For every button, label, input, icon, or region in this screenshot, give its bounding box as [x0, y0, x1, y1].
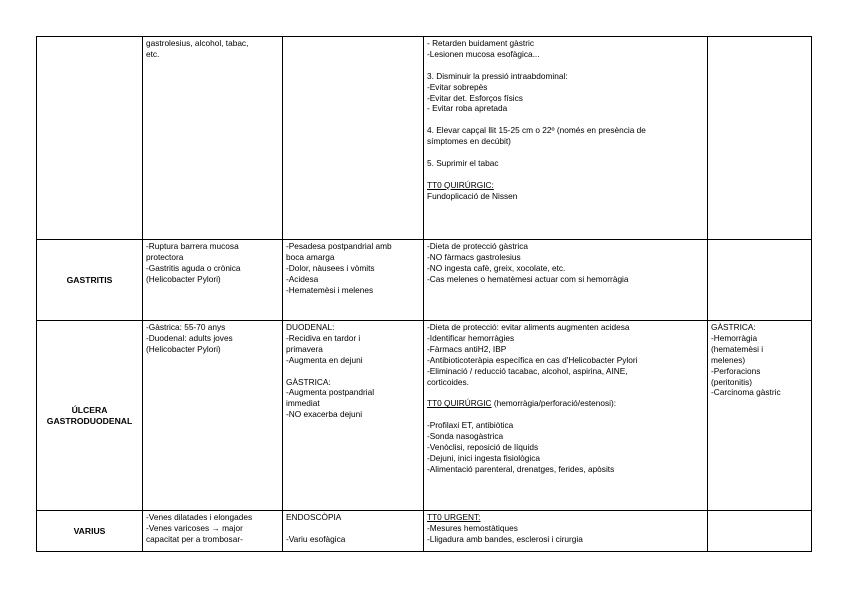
cell-line: -Duodenal: adults joves	[146, 332, 233, 343]
cell-line: melenes)	[711, 354, 746, 365]
cell-line: -Cas melenes o hematèmesi actuar com si hemorràgia	[427, 273, 629, 284]
cell-line: - Evitar roba apretada	[427, 103, 508, 114]
cell-line: -Ruptura barrera mucosa	[146, 241, 239, 251]
cell-line: -Dieta de protecció: evitar aliments augmenten acidesa	[427, 322, 630, 332]
cell-line: -Sonda nasogàstrica	[427, 431, 504, 442]
cell-line	[427, 114, 704, 125]
cell-line: -Evitar sobrepès	[427, 81, 488, 92]
cell-line	[427, 409, 704, 420]
cell-line: gastrolesius, alcohol, tabac,	[146, 38, 249, 48]
cell-line: (hematemèsi i	[711, 343, 764, 354]
complications-cell	[708, 321, 812, 511]
cell-line: -Dolor, nàusees i vòmits	[286, 262, 375, 273]
cell-line: -Evitar det. Esforços físics	[427, 92, 523, 103]
cell-line	[427, 169, 704, 180]
cell-line: -Lesionen mucosa esofàgica...	[427, 48, 540, 59]
cell-line: símptomes en decúbit)	[427, 136, 511, 147]
symptoms-cell	[283, 321, 424, 511]
cell-line: boca amarga	[286, 251, 335, 262]
cell-line	[427, 387, 704, 398]
row-label: VARIUS	[37, 511, 143, 552]
cell-line: corticoides.	[427, 376, 469, 387]
cell-line: - Retarden buidament gàstric	[427, 38, 534, 48]
cell-line: -Fàrmacs antiH2, IBP	[427, 343, 507, 354]
cell-line: -Antibioticoteràpia específica en cas d'Helicobacter Pylori	[427, 354, 638, 365]
complications-cell	[708, 240, 812, 321]
treatment-cell	[424, 240, 708, 321]
cell-line: -NO exacerba dejuni	[286, 409, 363, 420]
row-label-line: GASTRODUODENAL	[46, 416, 133, 426]
causes-cell	[143, 511, 283, 552]
table-row	[37, 37, 812, 240]
cell-line: -Lligadura amb bandes, esclerosi i cirurgia	[427, 533, 583, 544]
cell-line: protectora	[146, 251, 184, 262]
symptoms-cell	[283, 37, 424, 240]
cell-line: -Recidiva en tardor i	[286, 332, 361, 343]
cell-line: -Gastritis aguda o crònica	[146, 262, 241, 273]
cell-line: -Acidesa	[286, 273, 319, 284]
cell-line: -Hemorràgia	[711, 332, 758, 343]
cell-line: TT0 QUIRÚRGIC (hemorràgia/perforació/estenosi):	[427, 398, 617, 409]
row-label-line: ÚLCERA	[71, 405, 108, 416]
cell-line: -Alimentació parenteral, drenatges, ferides, apòsits	[427, 463, 615, 474]
cell-line: Fundoplicació de Nissen	[427, 190, 518, 201]
row-label: GASTRITIS	[37, 240, 143, 321]
cell-line	[427, 60, 704, 71]
cell-line: -Eliminació / reducció tacabac, alcohol, aspirina, AINE,	[427, 365, 628, 376]
cell-line: (peritonitis)	[711, 376, 753, 387]
cell-line: 4. Elevar capçal llit 15-25 cm o 22º (només en presència de	[427, 125, 646, 136]
cell-line: -Dejuni, inici ingesta fisiològica	[427, 452, 540, 463]
clinical-table	[36, 36, 812, 552]
cell-line: DUODENAL:	[286, 322, 335, 332]
row-label	[37, 37, 143, 240]
cell-line: (Helicobacter Pylori)	[146, 343, 221, 354]
table-row	[37, 511, 812, 552]
cell-line: GÀSTRICA:	[711, 322, 756, 332]
row-label	[37, 321, 143, 511]
cell-line: -Carcinoma gàstric	[711, 387, 781, 398]
cell-line: -Venòclisi, reposició de líquids	[427, 441, 539, 452]
causes-cell	[143, 37, 283, 240]
cell-line	[286, 366, 420, 377]
table-row	[37, 240, 812, 321]
symptoms-cell	[283, 511, 424, 552]
cell-line: TT0 QUIRÚRGIC:	[427, 179, 494, 190]
cell-line: -NO ingesta cafè, greix, xocolate, etc.	[427, 262, 566, 273]
cell-line: -Mesures hemostàtiques	[427, 522, 518, 533]
cell-line: TT0 URGENT:	[427, 512, 481, 522]
complications-cell	[708, 37, 812, 240]
cell-line: -Gàstrica: 55-70 anys	[146, 322, 226, 332]
cell-line: -Variu esofàgica	[286, 533, 346, 544]
cell-line: -Venes varicoses → major	[146, 522, 243, 533]
cell-line: -Augmenta postpandrial	[286, 387, 375, 398]
cell-line: -Pesadesa postpandrial amb	[286, 241, 392, 251]
causes-cell	[143, 321, 283, 511]
cell-line: -Perforacions	[711, 365, 761, 376]
cell-line: capacitat per a trombosar-	[146, 533, 243, 544]
cell-line	[427, 147, 704, 158]
cell-line: etc.	[146, 48, 160, 59]
cell-line: immediat	[286, 398, 320, 409]
treatment-cell	[424, 321, 708, 511]
cell-line: 3. Disminuir la pressió intraabdominal:	[427, 70, 568, 81]
causes-cell	[143, 240, 283, 321]
cell-line: -Hematemèsi i melenes	[286, 284, 374, 295]
treatment-cell	[424, 511, 708, 552]
treatment-cell	[424, 37, 708, 240]
cell-line: (Helicobacter Pylori)	[146, 273, 221, 284]
complications-cell	[708, 511, 812, 552]
table-row	[37, 321, 812, 511]
cell-line: -Dieta de protecció gàstrica	[427, 241, 528, 251]
cell-line: -Venes dilatades i elongades	[146, 512, 253, 522]
cell-line	[286, 523, 420, 534]
cell-line: -Augmenta en dejuni	[286, 354, 363, 365]
cell-line: -Profilaxi ET, antibiòtica	[427, 420, 514, 431]
cell-line: -NO fàrmacs gastrolesius	[427, 251, 521, 262]
cell-line: 5. Suprimir el tabac	[427, 157, 499, 168]
cell-line: GÀSTRICA:	[286, 376, 331, 387]
symptoms-cell	[283, 240, 424, 321]
cell-line: -Identificar hemorràgies	[427, 332, 515, 343]
cell-line: ENDOSCÒPIA	[286, 512, 342, 522]
cell-line: primavera	[286, 343, 323, 354]
